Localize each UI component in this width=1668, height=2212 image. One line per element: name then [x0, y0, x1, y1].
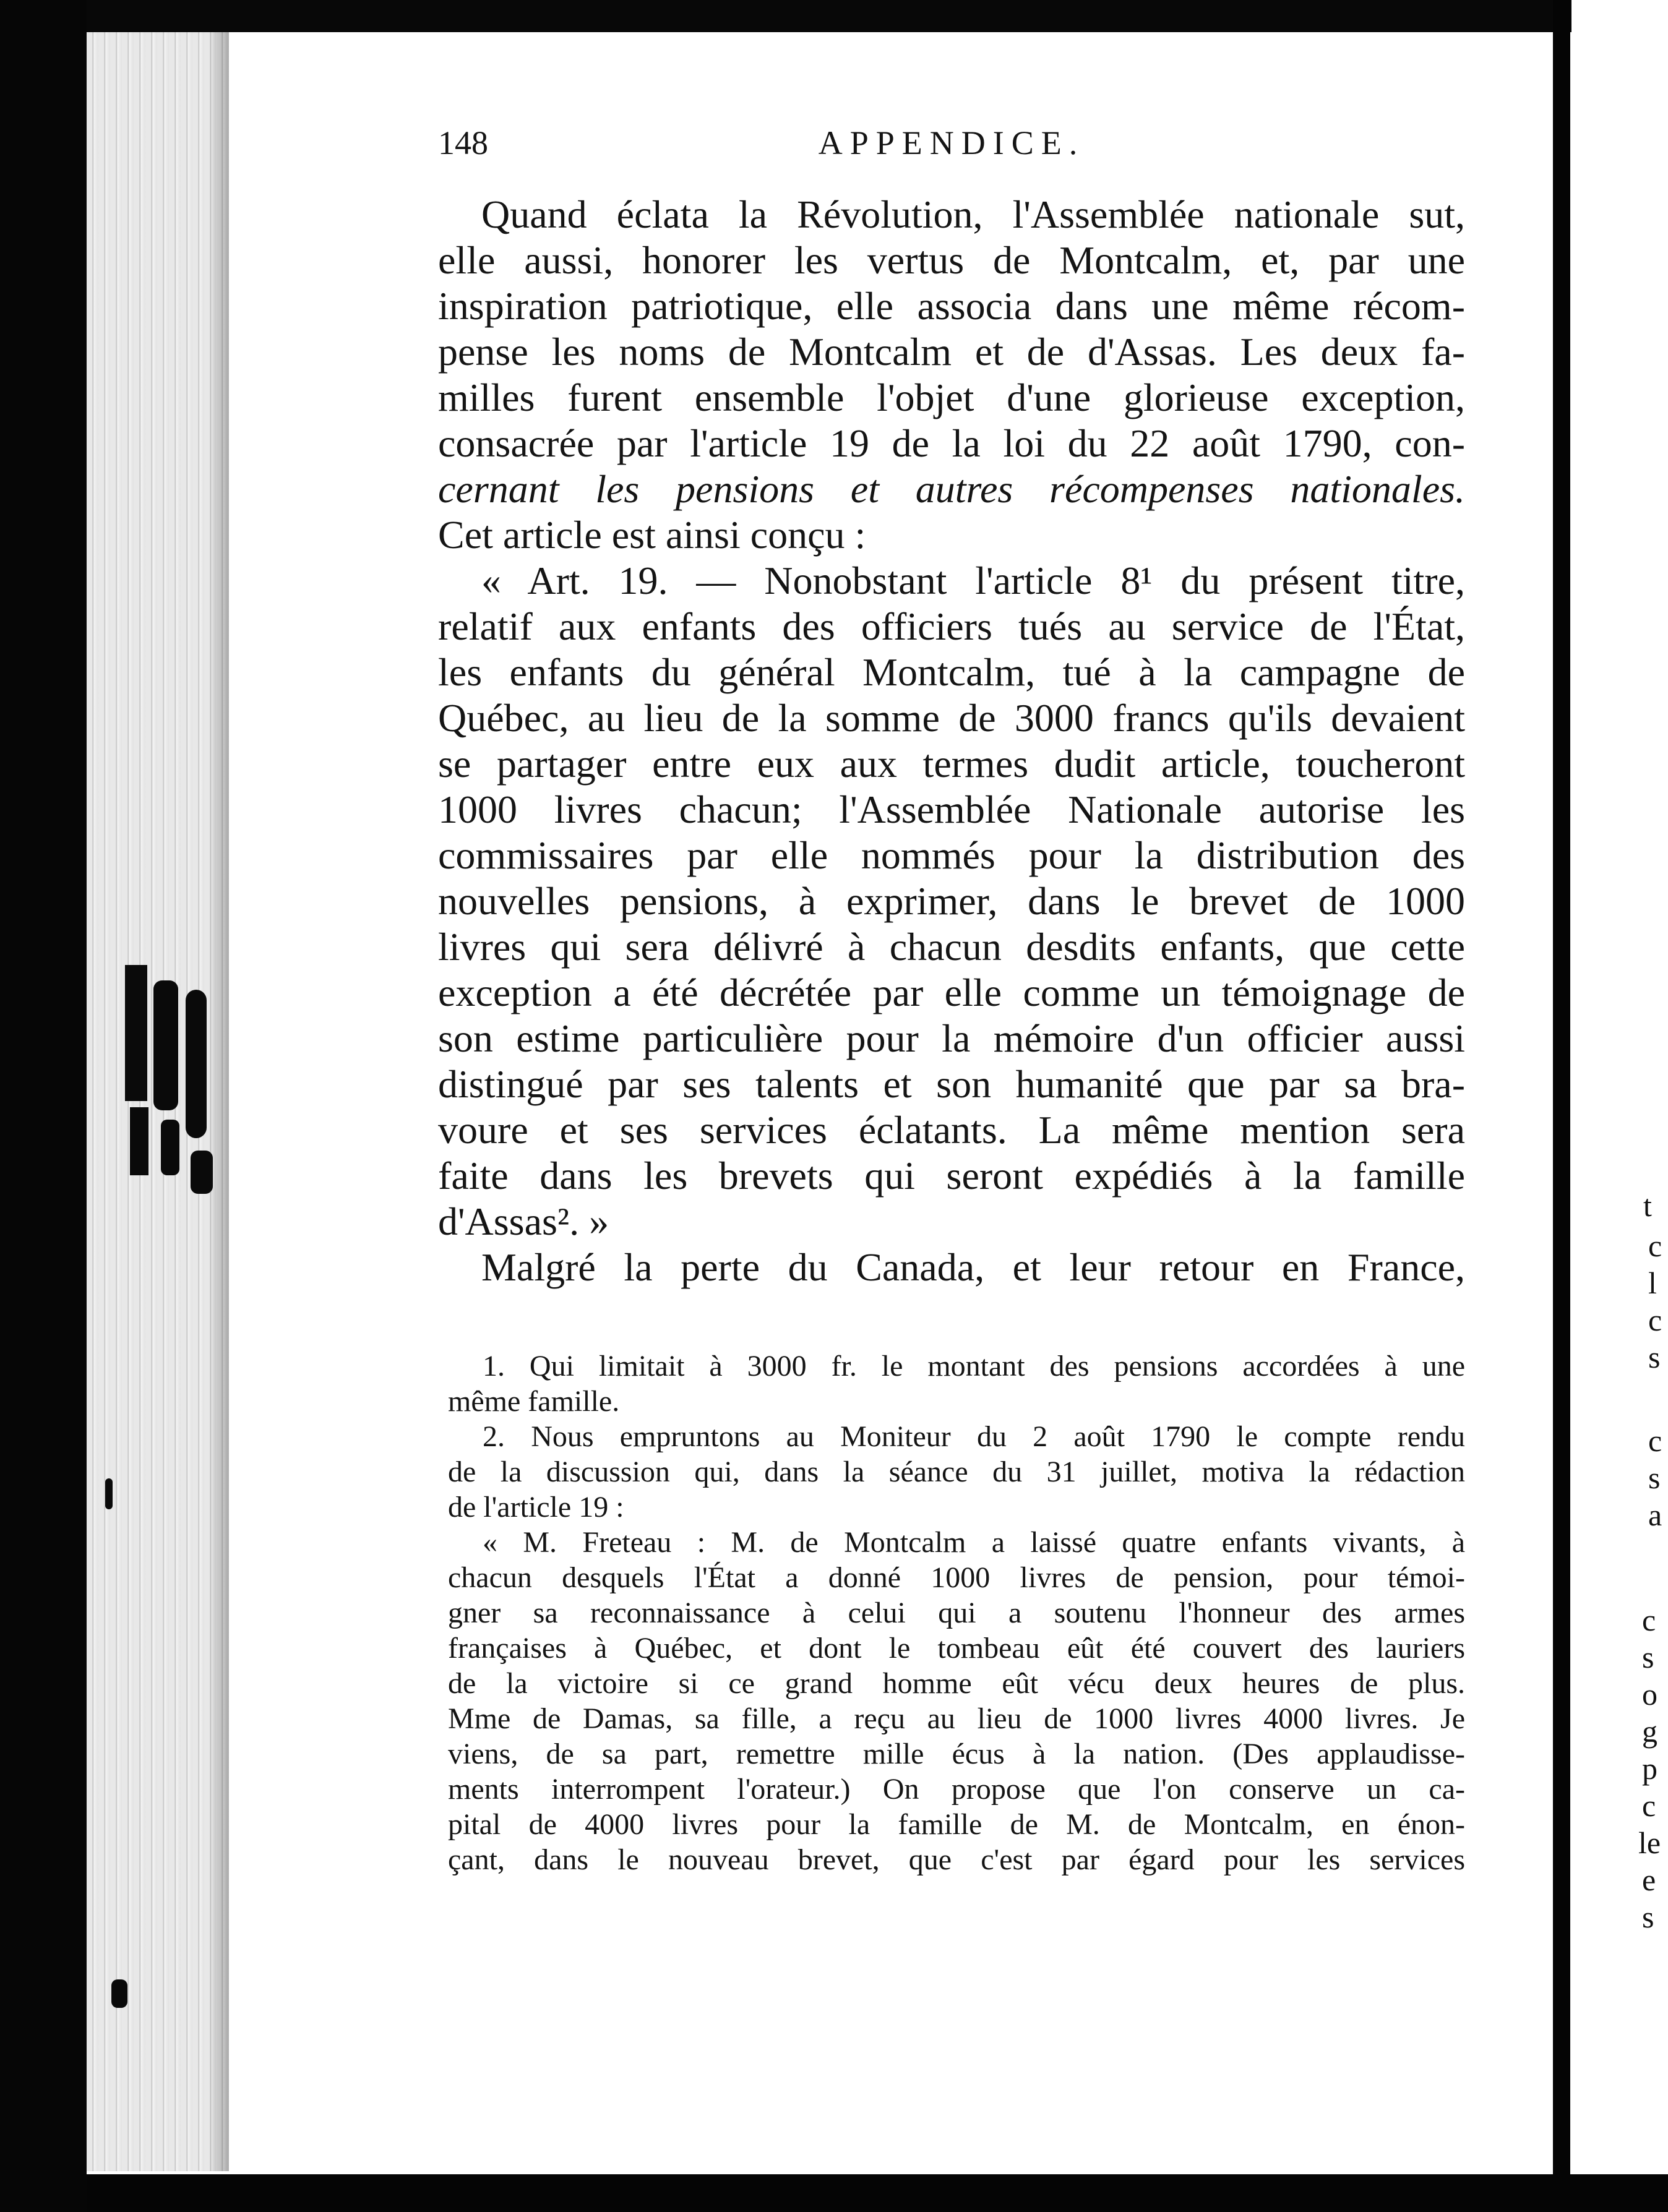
scan-left-border	[0, 0, 87, 2212]
body-line: elle aussi, honorer les vertus de Montcalm, et, par une	[438, 238, 1465, 282]
adjacent-letter: s	[1648, 1340, 1661, 1374]
adjacent-letter: a	[1648, 1498, 1662, 1532]
footnote-line: « M. Freteau : M. de Montcalm a laissé quatre enfants vivants, à	[483, 1526, 1465, 1559]
footnote-line: viens, de sa part, remettre mille écus à la nation. (Des applaudisse-	[448, 1738, 1465, 1770]
adjacent-letter: l	[1648, 1266, 1657, 1300]
adjacent-letter: p	[1642, 1751, 1657, 1786]
body-line: son estime particulière pour la mémoire d'un officier aussi	[438, 1016, 1465, 1060]
scan-top-border	[87, 0, 1571, 32]
adjacent-page-edge	[1570, 37, 1668, 2177]
edge-ink-mark	[125, 965, 147, 1101]
body-line: voure et ses services éclatants. La même mention sera	[438, 1108, 1465, 1152]
body-line: livres qui sera délivré à chacun desdits enfants, que cette	[438, 925, 1465, 969]
adjacent-letter: s	[1648, 1460, 1661, 1495]
adjacent-letter: e	[1642, 1863, 1656, 1897]
running-head: APPENDICE.	[818, 124, 1085, 161]
body-line: les enfants du général Montcalm, tué à la campagne de	[438, 650, 1465, 694]
adjacent-letter: s	[1642, 1640, 1654, 1674]
footnote-line: de l'article 19 :	[448, 1491, 624, 1524]
body-line: pense les noms de Montcalm et de d'Assas. Les deux fa-	[438, 330, 1465, 374]
body-line: se partager entre eux aux termes dudit article, toucheront	[438, 742, 1465, 786]
body-line: « Art. 19. — Nonobstant l'article 8¹ du présent titre,	[481, 559, 1465, 602]
adjacent-letter: g	[1642, 1714, 1657, 1749]
body-line: relatif aux enfants des officiers tués au service de l'État,	[438, 604, 1465, 648]
body-line: cernant les pensions et autres récompenses nationales.	[438, 467, 1465, 511]
page-header	[438, 124, 1465, 173]
footnote-line: pital de 4000 livres pour la famille de M. de Montcalm, en énon-	[448, 1808, 1465, 1841]
body-line: Cet article est ainsi conçu :	[438, 513, 866, 557]
adjacent-letter: c	[1648, 1423, 1662, 1458]
adjacent-letter: c	[1642, 1603, 1656, 1637]
edge-ink-mark	[191, 1151, 213, 1194]
scan-right-gap	[1553, 0, 1570, 2212]
footnote-line: ments interrompent l'orateur.) On propose que l'on conserve un ca-	[448, 1773, 1465, 1806]
footnote-line: 2. Nous empruntons au Moniteur du 2 août 1790 le compte rendu	[483, 1420, 1465, 1453]
body-line: milles furent ensemble l'objet d'une glorieuse exception,	[438, 375, 1465, 419]
body-line: Québec, au lieu de la somme de 3000 francs qu'ils devaient	[438, 696, 1465, 740]
footnote-line: gner sa reconnaissance à celui qui a soutenu l'honneur des armes	[448, 1597, 1465, 1629]
book-page-edges	[87, 25, 229, 2171]
adjacent-letter: c	[1648, 1228, 1662, 1263]
scan-bottom-border	[87, 2174, 1668, 2212]
edge-ink-mark	[161, 1120, 179, 1175]
edge-ink-mark	[186, 990, 207, 1138]
footnote-line: Mme de Damas, sa fille, a reçu au lieu de 1000 livres 4000 livres. Je	[448, 1702, 1465, 1735]
adjacent-letter: c	[1648, 1303, 1662, 1337]
footnote-line: françaises à Québec, et dont le tombeau eût été couvert des lauriers	[448, 1632, 1465, 1665]
body-line: nouvelles pensions, à exprimer, dans le brevet de 1000	[438, 879, 1465, 923]
page-gutter-shadow	[210, 25, 229, 2171]
footnote-line: chacun desquels l'État a donné 1000 livres de pension, pour témoi-	[448, 1561, 1465, 1594]
body-line: consacrée par l'article 19 de la loi du 22 août 1790, con-	[438, 421, 1465, 465]
edge-ink-mark	[130, 1107, 148, 1175]
body-line: commissaires par elle nommés pour la distribution des	[438, 833, 1465, 877]
footnote-line: de la victoire si ce grand homme eût vécu deux heures de plus.	[448, 1667, 1465, 1700]
footnote-line: 1. Qui limitait à 3000 fr. le montant des pensions accordées à une	[483, 1350, 1465, 1382]
footnote-line: çant, dans le nouveau brevet, que c'est par égard pour les services	[448, 1843, 1465, 1876]
footnote-line: de la discussion qui, dans la séance du 31 juillet, motiva la rédaction	[448, 1455, 1465, 1488]
body-line: faite dans les brevets qui seront expédiés à la famille	[438, 1154, 1465, 1198]
adjacent-letter: c	[1642, 1788, 1656, 1823]
adjacent-letter: s	[1642, 1900, 1654, 1934]
body-line: distingué par ses talents et son humanité que par sa bra-	[438, 1062, 1465, 1106]
body-line: Quand éclata la Révolution, l'Assemblée nationale sut,	[481, 192, 1465, 236]
body-line: inspiration patriotique, elle associa dans une même récom-	[438, 284, 1465, 328]
adjacent-letter: le	[1638, 1825, 1661, 1860]
edge-ink-mark	[111, 1979, 127, 2008]
adjacent-letter: t	[1643, 1188, 1652, 1223]
edge-ink-mark	[153, 980, 178, 1110]
body-line: 1000 livres chacun; l'Assemblée Nationale autorise les	[438, 787, 1465, 831]
body-line: exception a été décrétée par elle comme un témoignage de	[438, 971, 1465, 1014]
footnote-line: même famille.	[448, 1385, 620, 1418]
edge-ink-mark	[105, 1478, 113, 1509]
body-line: d'Assas². »	[438, 1199, 609, 1243]
body-line: Malgré la perte du Canada, et leur retour en France,	[481, 1245, 1465, 1289]
page-number: 148	[438, 124, 488, 161]
adjacent-letter: o	[1642, 1677, 1657, 1712]
